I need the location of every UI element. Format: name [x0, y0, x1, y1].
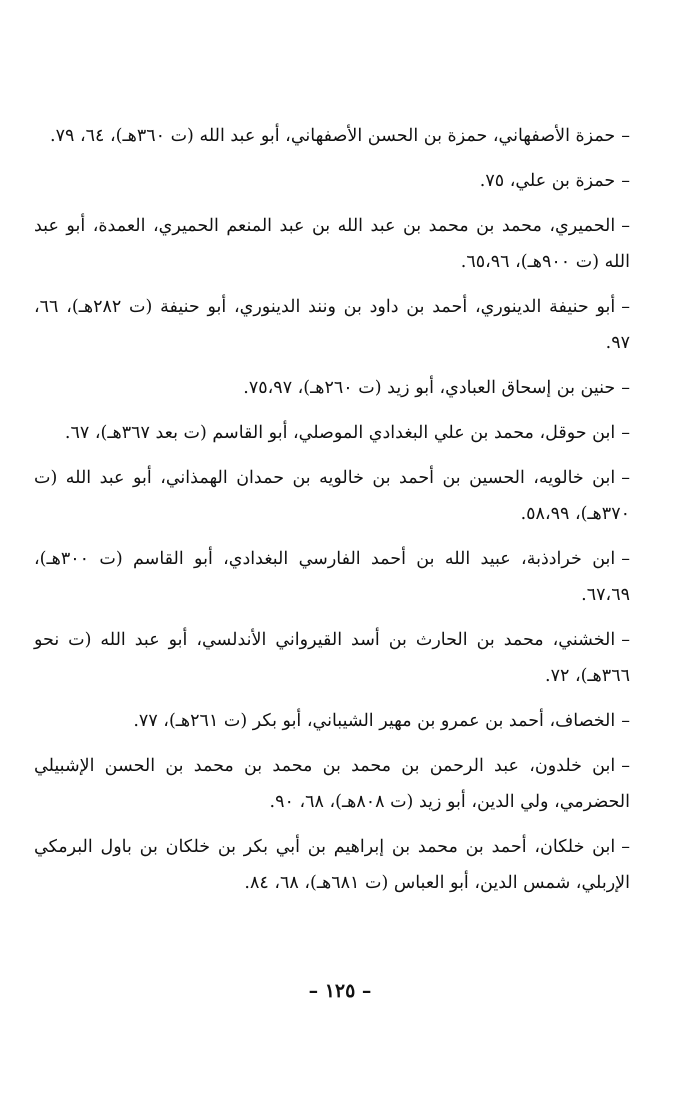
entry-text: ابن خرادذبة، عبيد الله بن أحمد الفارسي البغدادي، أبو القاسم (ت ٣٠٠هـ)، ٦٧،٦٩.: [34, 549, 630, 605]
entry-text: الخصاف، أحمد بن عمرو بن مهير الشيباني، أبو بكر (ت ٢٦١هـ)، ٧٧.: [133, 711, 616, 731]
index-entry-hamza-ibn-ali: [34, 163, 630, 199]
entry-text: ابن خلكان، أحمد بن محمد بن إبراهيم بن أبي بكر بن خلكان بن باول البرمكي الإربلي، شمس الدين، أبو العباس (ت ٦٨١هـ)، ٦٨، ٨٤.: [34, 837, 630, 893]
index-entry-hamza-isfahani: [34, 118, 630, 154]
entry-text: حمزة الأصفهاني، حمزة بن الحسن الأصفهاني، أبو عبد الله (ت ٣٦٠هـ)، ٦٤، ٧٩.: [49, 126, 616, 146]
index-entry-abu-hanifa-dinawari: [34, 289, 630, 361]
entry-dash: –: [621, 126, 630, 146]
entry-text: ابن خالويه، الحسين بن أحمد بن خالويه بن حمدان الهمذاني، أبو عبد الله (ت ٣٧٠هـ)، ٥٨،٩٩.: [34, 468, 630, 524]
index-entry-ibn-khalawayh: [34, 460, 630, 532]
entry-dash: –: [621, 297, 630, 317]
entry-dash: –: [621, 630, 630, 650]
entry-dash: –: [621, 171, 630, 191]
index-entry-ibn-khaldun: [34, 748, 630, 820]
index-entry-ibn-khurradadhbih: [34, 541, 630, 613]
index-page: [34, 118, 630, 910]
index-entry-himyari: [34, 208, 630, 280]
entry-dash: –: [621, 468, 630, 488]
entry-dash: –: [621, 549, 630, 569]
index-entry-khushani: [34, 622, 630, 694]
index-entry-khassaf: [34, 703, 630, 739]
entry-text: الحميري، محمد بن محمد بن عبد الله بن عبد المنعم الحميري، العمدة، أبو عبد الله (ت ٩٠٠هـ)، ٦٥،٩٦.: [34, 216, 630, 272]
entry-text: ابن خلدون، عبد الرحمن بن محمد بن محمد بن محمد بن الحسن الإشبيلي الحضرمي، ولي الدين، أبو زيد (ت ٨٠٨هـ)، ٦٨، ٩٠.: [34, 756, 630, 812]
entry-dash: –: [621, 216, 630, 236]
page-number: – ١٢٥ –: [308, 980, 372, 1002]
entry-dash: –: [621, 756, 630, 776]
entry-text: الخشني، محمد بن الحارث بن أسد القيرواني الأندلسي، أبو عبد الله (ت نحو ٣٦٦هـ)، ٧٢.: [34, 630, 630, 686]
index-entry-ibn-khallikan: [34, 829, 630, 901]
entry-dash: –: [621, 423, 630, 443]
entry-text: حنين بن إسحاق العبادي، أبو زيد (ت ٢٦٠هـ)، ٧٥،٩٧.: [243, 378, 616, 398]
index-entry-hunayn-ibn-ishaq: [34, 370, 630, 406]
entry-dash: –: [621, 711, 630, 731]
entry-dash: –: [621, 378, 630, 398]
entry-dash: –: [621, 837, 630, 857]
entry-text: أبو حنيفة الدينوري، أحمد بن داود بن ونند الدينوري، أبو حنيفة (ت ٢٨٢هـ)، ٦٦، ٩٧.: [34, 297, 630, 353]
index-entry-ibn-hawqal: [34, 415, 630, 451]
entry-text: ابن حوقل، محمد بن علي البغدادي الموصلي، أبو القاسم (ت بعد ٣٦٧هـ)، ٦٧.: [64, 423, 616, 443]
entry-text: حمزة بن علي، ٧٥.: [479, 171, 616, 191]
